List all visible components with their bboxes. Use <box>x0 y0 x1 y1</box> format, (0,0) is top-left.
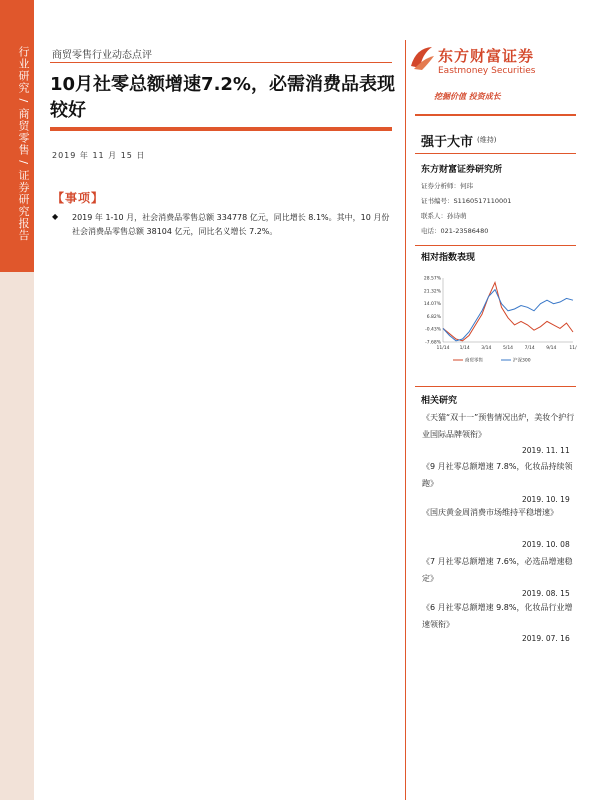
divider <box>415 386 576 387</box>
y-tick-label: 6.82% <box>426 314 441 320</box>
side-band-label: 行业研究 / 商贸零售 / 证券研究报告 <box>17 46 30 242</box>
certificate-number: 证书编号：S1160517110001 <box>421 197 512 205</box>
column-divider <box>405 40 406 800</box>
rating-label: 强于大市 <box>421 135 474 150</box>
divider <box>415 153 576 154</box>
page-title: 10月社零总额增速7.2%，必需消费品表现较好 <box>50 74 395 121</box>
related-report-date: 2019. 10. 08 <box>522 540 570 549</box>
contact-person: 联系人：孙诗萌 <box>421 212 467 220</box>
brand-slogan: 挖掘价值 投资成长 <box>434 92 501 101</box>
related-research-heading: 相关研究 <box>421 396 458 406</box>
related-report-title[interactable]: 《7 月社零总额增速 7.6%，必选品增速稳定》 <box>422 557 573 583</box>
brand-logo-icon <box>408 44 436 72</box>
related-report-title[interactable]: 《6 月社零总额增速 9.8%，化妆品行业增速领衔》 <box>422 603 573 629</box>
related-report-date: 2019. 08. 15 <box>522 589 570 598</box>
y-tick-label: 21.32% <box>423 289 441 295</box>
legend-label: 商贸零售 <box>465 358 483 364</box>
series-line-2 <box>443 290 573 341</box>
phone-number: 电话：021-23586480 <box>421 227 489 235</box>
section-heading: 【事项】 <box>52 191 105 205</box>
x-tick-label: 5/14 <box>502 346 514 351</box>
report-type: 商贸零售行业动态点评 <box>52 50 152 61</box>
body-paragraph: 2019 年 1-10 月，社会消费品零售总额 334778 亿元，同比增长 8.1%。其中，10 月份社会消费品零售总额 38104 亿元，同比名义增长 7.2%。 <box>72 213 390 236</box>
legend-label: 沪深300 <box>513 358 531 364</box>
divider <box>50 127 392 131</box>
related-report-date: 2019. 07. 16 <box>522 634 570 643</box>
related-report-date: 2019. 10. 19 <box>522 495 570 504</box>
y-tick-label: 28.57% <box>423 276 441 282</box>
x-tick-label: 9/14 <box>546 346 557 351</box>
divider <box>415 114 576 116</box>
divider <box>50 62 392 63</box>
series-line-1 <box>443 283 573 341</box>
divider <box>415 245 576 246</box>
related-report-title[interactable]: 《天猫“双十一”预售情况出炉，美妆个护行业国际品牌领衔》 <box>422 413 575 439</box>
y-tick-label: -0.43% <box>425 327 441 333</box>
y-tick-label: -7.68% <box>425 340 441 346</box>
related-report-date: 2019. 11. 11 <box>522 446 570 455</box>
x-tick-label: 1/14 <box>459 346 470 351</box>
brand-name: 东方财富证券 <box>438 47 535 65</box>
institute-name: 东方财富证券研究所 <box>421 165 503 175</box>
analyst-name: 证券分析师：何玮 <box>421 182 473 190</box>
x-tick-label: 3/14 <box>481 346 492 351</box>
x-tick-label: 11/ <box>569 346 577 351</box>
x-tick-label: 11/14 <box>436 346 450 351</box>
y-tick-label: 14.07% <box>423 302 441 308</box>
x-tick-label: 7/14 <box>524 346 535 351</box>
rating-note: (维持) <box>477 136 497 144</box>
brand-name-en: Eastmoney Securities <box>438 66 536 76</box>
related-report-title[interactable]: 《9 月社零总额增速 7.8%，化妆品持续领跑》 <box>422 462 573 488</box>
report-date: 2019 年 11 月 15 日 <box>52 151 146 160</box>
bullet-icon: ◆ <box>52 212 59 221</box>
related-report-title[interactable]: 《国庆黄金周消费市场维持平稳增速》 <box>422 508 558 517</box>
chart-heading: 相对指数表现 <box>421 253 476 263</box>
relative-index-chart <box>415 270 580 370</box>
